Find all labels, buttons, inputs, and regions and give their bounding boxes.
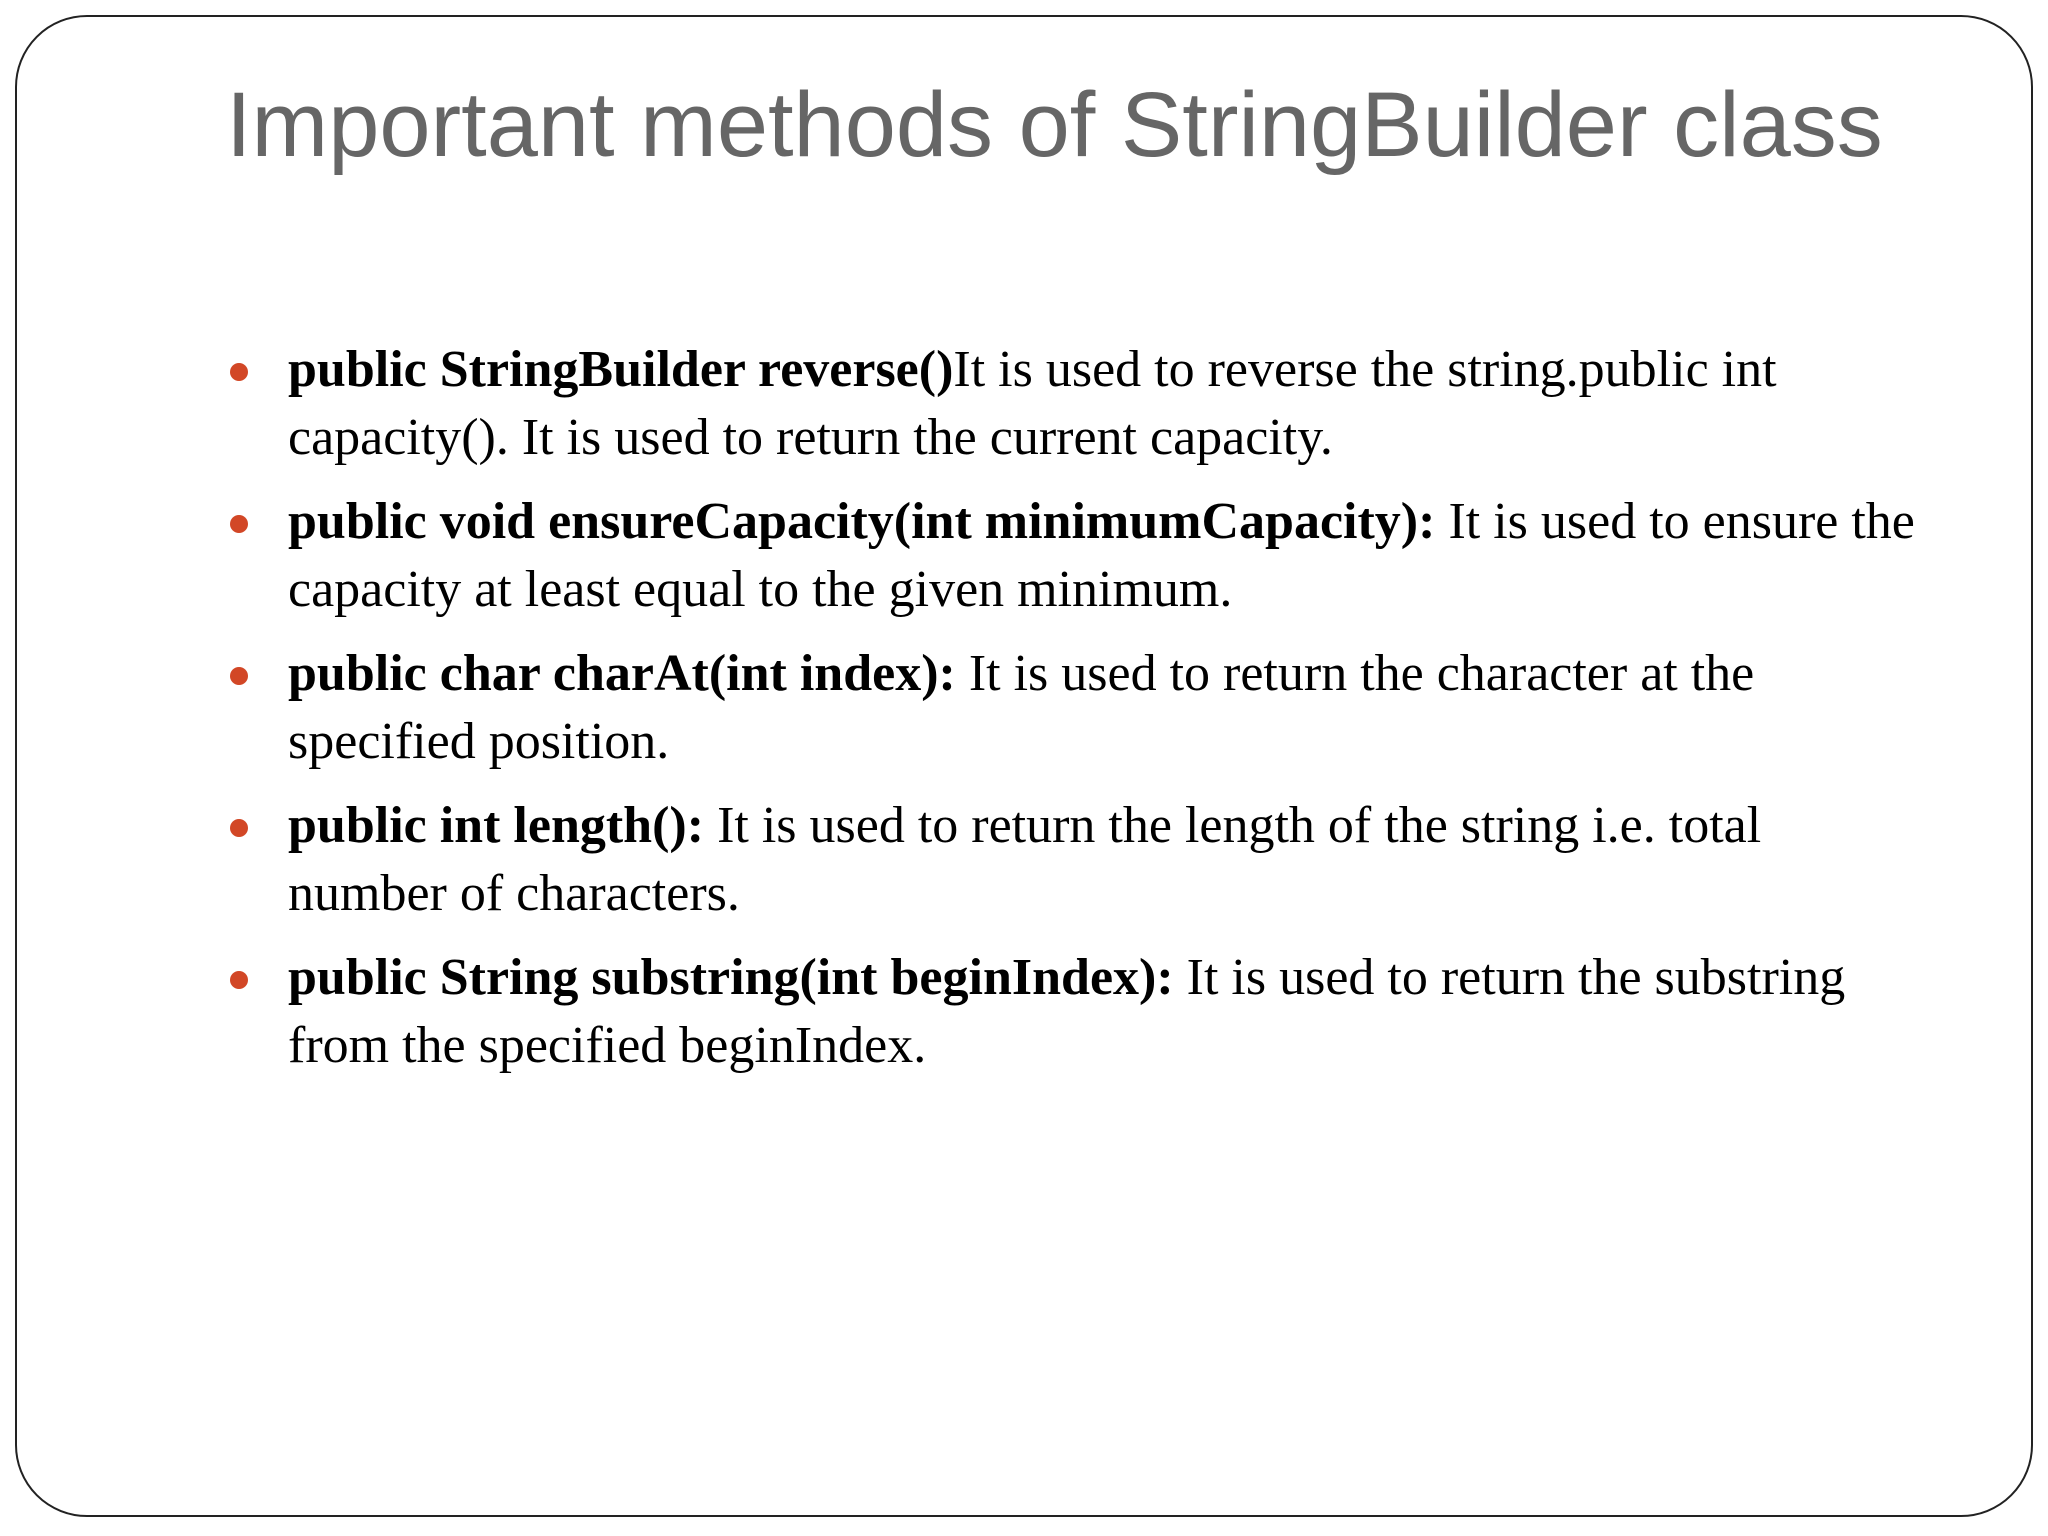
method-signature: public char charAt(int index):	[288, 645, 956, 702]
bullet-list	[230, 336, 1930, 1096]
list-item	[230, 792, 1930, 928]
method-description: It is used to return the character at the specified position.	[288, 645, 1755, 770]
slide-title: Important methods of StringBuilder class	[226, 74, 1883, 176]
method-signature: public StringBuilder reverse()	[288, 341, 954, 398]
method-description: It is used to reverse the string.public int capacity(). It is used to return the current capacity.	[288, 341, 1777, 466]
bullet-dot-icon	[230, 363, 248, 381]
bullet-dot-icon	[230, 515, 248, 533]
bullet-dot-icon	[230, 819, 248, 837]
method-description: It is used to return the length of the string i.e. total number of characters.	[288, 797, 1762, 922]
method-signature: public void ensureCapacity(int minimumCapacity):	[288, 493, 1436, 550]
method-description: It is used to return the substring from the specified beginIndex.	[288, 949, 1846, 1074]
list-item	[230, 336, 1930, 472]
list-item	[230, 640, 1930, 776]
bullet-dot-icon	[230, 971, 248, 989]
method-signature: public String substring(int beginIndex):	[288, 949, 1174, 1006]
list-item	[230, 488, 1930, 624]
method-description: It is used to ensure the capacity at least equal to the given minimum.	[288, 493, 1915, 618]
method-signature: public int length():	[288, 797, 705, 854]
list-item	[230, 944, 1930, 1080]
bullet-dot-icon	[230, 667, 248, 685]
